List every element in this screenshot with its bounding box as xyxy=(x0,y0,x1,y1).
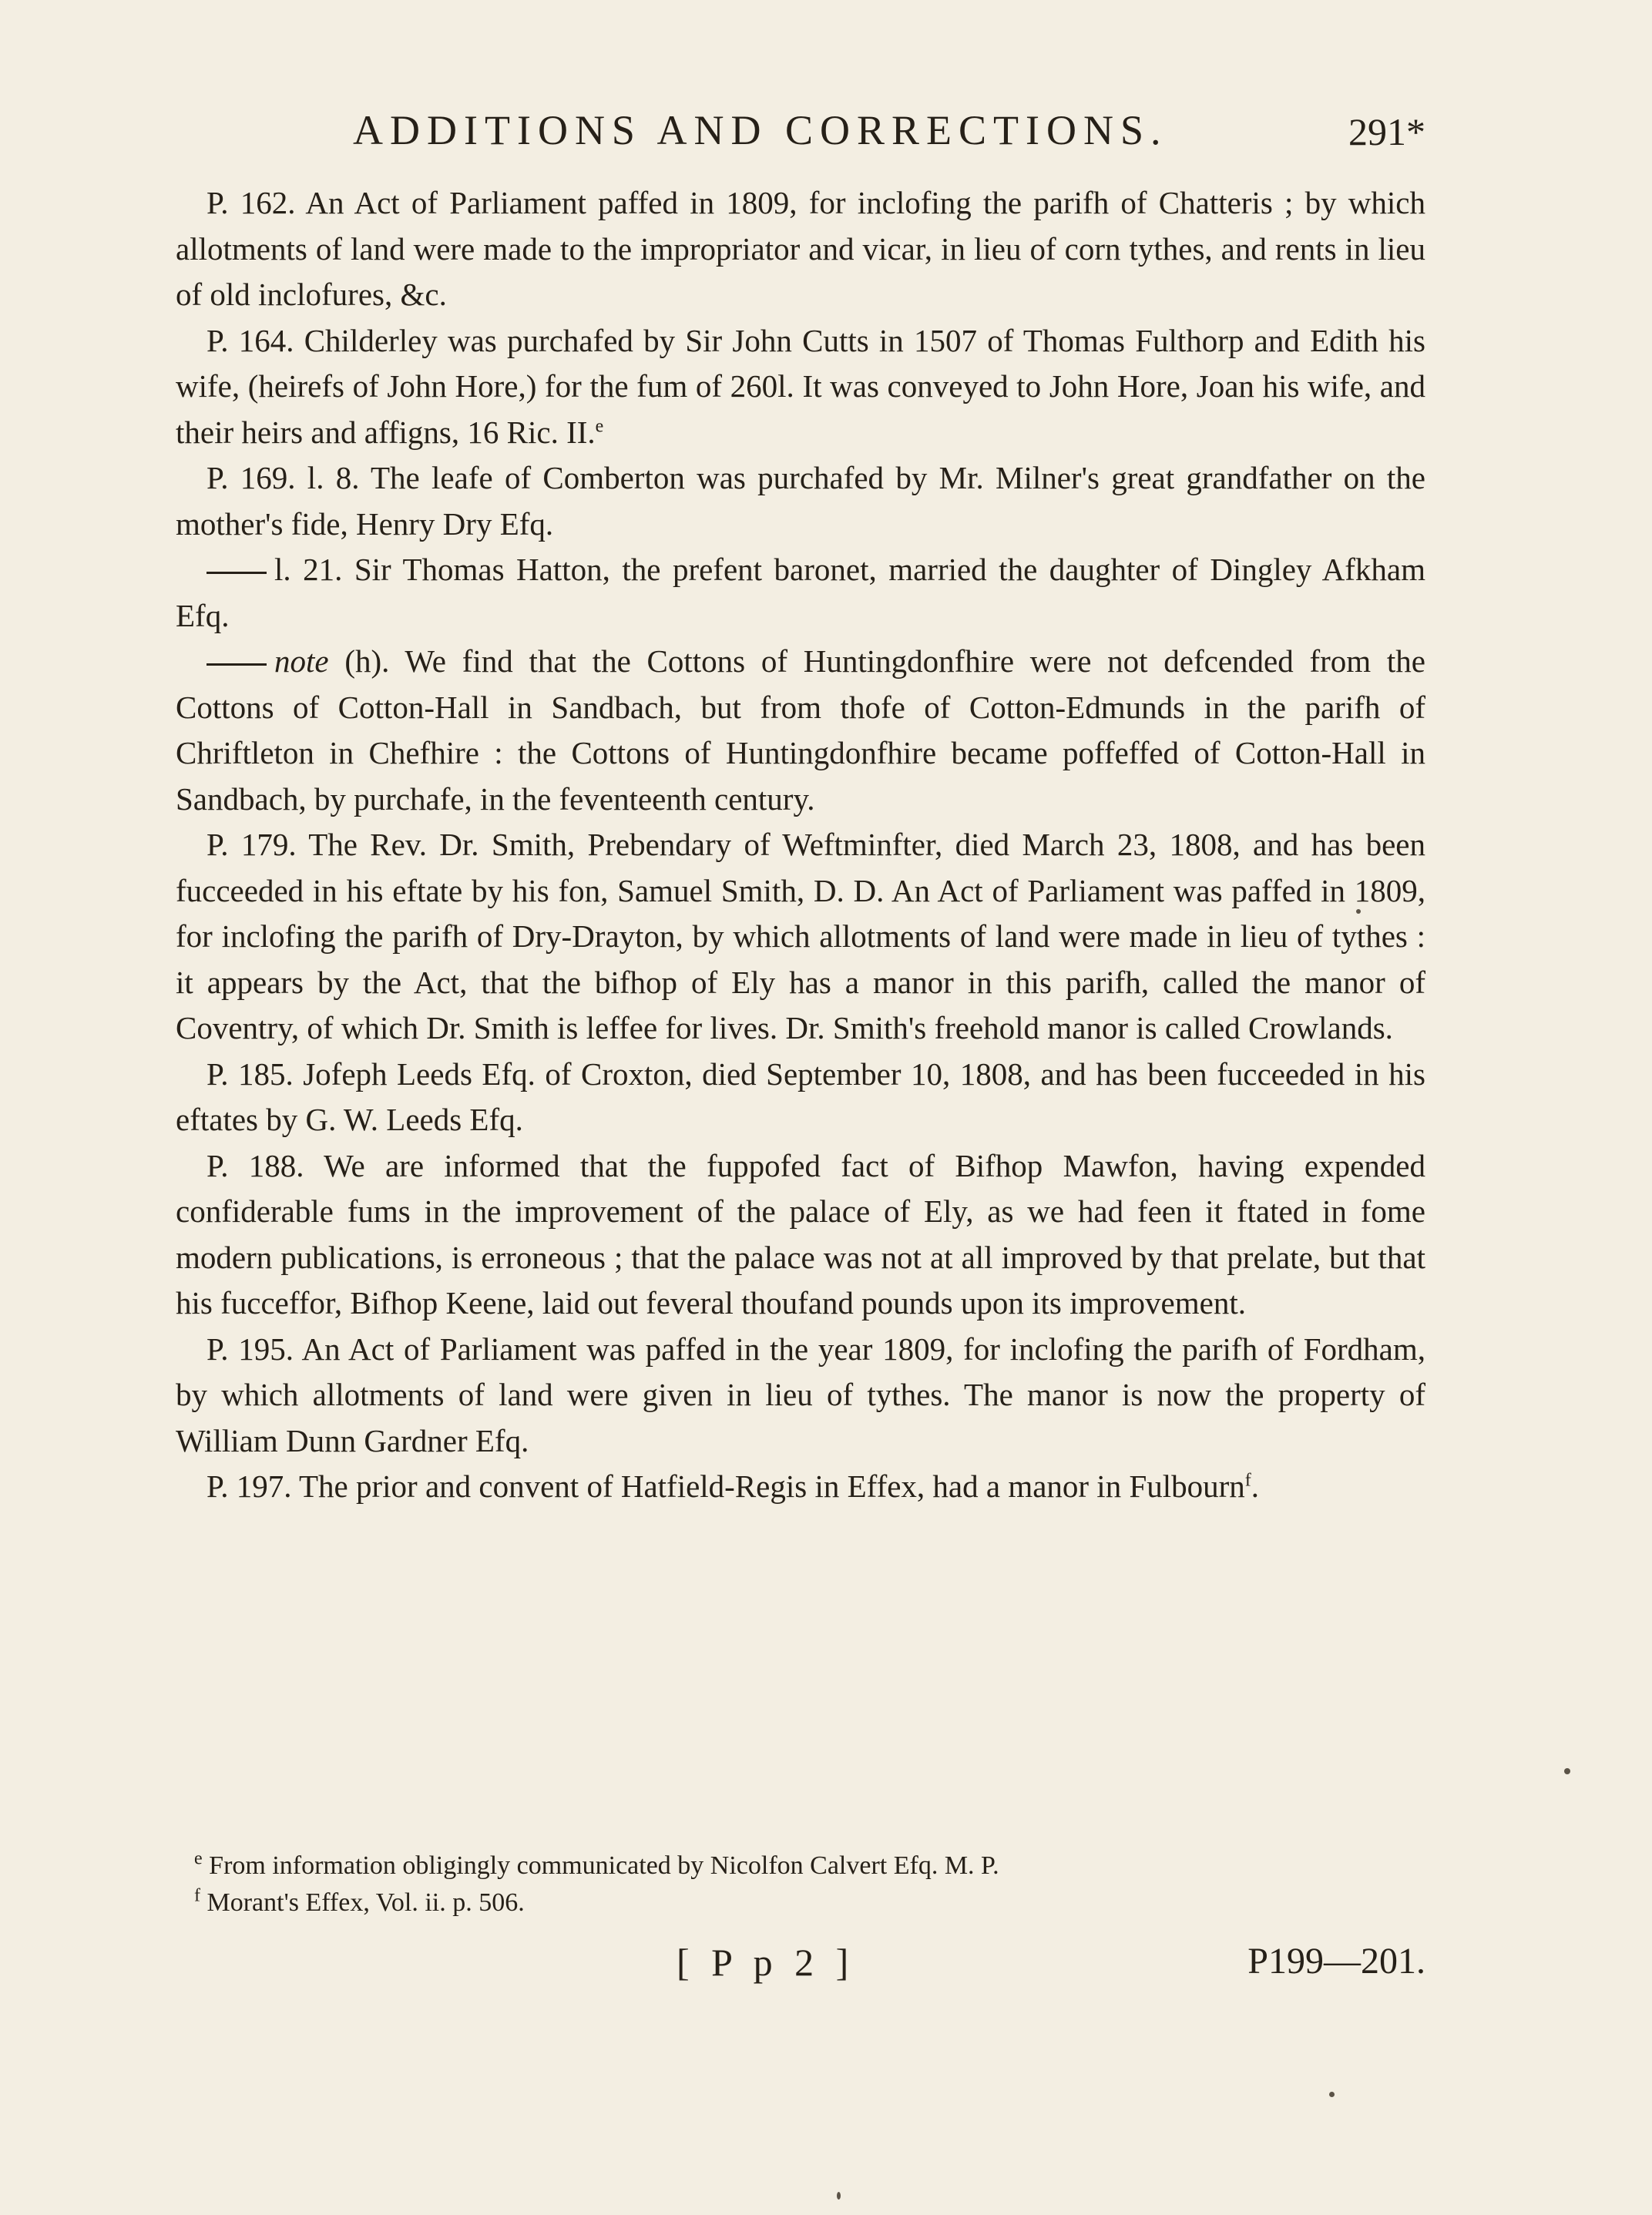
paper-speck xyxy=(1329,2092,1335,2097)
ditto-dash xyxy=(206,663,267,666)
entry-p179: P. 179. The Rev. Dr. Smith, Prebendary of Weftminfter, died March 23, 1808, and has been fucceeded in his eftate by his fon, Samuel Smith, D. D. An Act of Parliament was paffed in 1809, for inclofing the parifh of Dry-Drayton, by which allotments of land were made in lieu of tythes : it appears by the Act, that the bifhop of Ely has a manor in this parifh, called the manor of Coventry, of which Dr. Smith is leffee for lives. Dr. Smith's freehold manor is called Crowlands. xyxy=(176,827,1425,1045)
entry-p197: P. 197. The prior and convent of Hatfield-Regis in Effex, had a manor in Fulbourn$^f$. xyxy=(206,1468,1260,1504)
page-number: 291* xyxy=(1348,110,1425,153)
entry-p164: P. 164. Childerley was purchafed by Sir John Cutts in 1507 of Thomas Fulthorp and Edith his wife, (heirefs of John Hore,) for the fum of 260l. It was conveyed to John Hore, Joan his wife, and their heirs and affigns, 16 Ric. II.$^e$ xyxy=(176,322,1425,450)
paper-speck xyxy=(1356,909,1361,914)
footnote-f: $^f$ Morant's Effex, Vol. ii. p. 506. xyxy=(194,1885,525,1917)
entry-p162: P. 162. An Act of Parliament paffed in 1809, for inclofing the parifh of Chatteris ; by which allotments of land were made to the impropriator and vicar, in lieu of corn tythes, and rents in lieu of old inclofures, &c. xyxy=(176,185,1425,312)
entry-p185: P. 185. Jofeph Leeds Efq. of Croxton, died September 10, 1808, and has been fucceeded in his eftates by G. W. Leeds Efq. xyxy=(176,1055,1425,1137)
catchword: P199—201. xyxy=(1247,1941,1425,1982)
paper-speck xyxy=(837,2192,841,2200)
entry-p195: P. 195. An Act of Parliament was paffed in the year 1809, for inclofing the parifh of Fordham, by which allotments of land were given in lieu of tythes. The manor is now the property of William Dunn Gardner Efq. xyxy=(176,1331,1425,1458)
ditto-dash xyxy=(206,572,267,574)
page-title: ADDITIONS AND CORRECTIONS. xyxy=(353,107,1168,153)
footnotes xyxy=(194,1848,1427,1921)
signature-mark: [ P p 2 ] xyxy=(677,1941,855,1984)
page-footer xyxy=(176,1940,1425,1994)
paper-speck xyxy=(1564,1768,1570,1774)
entry-p169-l21: l. 21. Sir Thomas Hatton, the prefent baronet, married the daughter of Dingley Afkham Efq. xyxy=(176,552,1425,633)
main-text xyxy=(176,180,1425,1510)
entry-p188: P. 188. We are informed that the fuppofed fact of Bifhop Mawfon, having expended confiderable fums in the improvement of the palace of Ely, as we had feen it ftated in fome modern publications, is erroneous ; that the palace was not at all improved by that prelate, but that his fucceffor, Bifhop Keene, laid out feveral thoufand pounds upon its improvement. xyxy=(176,1147,1425,1321)
running-header xyxy=(176,106,1425,160)
footnote-e: $^e$ From information obligingly communicated by Nicolfon Calvert Efq. M. P. xyxy=(194,1848,999,1880)
footnote-ref-e: e xyxy=(595,415,604,436)
footnote-ref-f: f xyxy=(1244,1470,1251,1491)
entry-p169: P. 169. l. 8. The leafe of Comberton was purchafed by Mr. Milner's great grandfather on the mother's fide, Henry Dry Efq. xyxy=(176,460,1425,542)
entry-p169-note: note (h). We find that the Cottons of Huntingdonfhire were not defcended from the Cottons of Cotton-Hall in Sandbach, but from thofe of Cotton-Edmunds in the parifh of Chriftleton in Chefhire : the Cottons of Huntingdonfhire became poffeffed of Cotton-Hall in Sandbach, by purchafe, in the feventeenth century. xyxy=(176,643,1425,817)
